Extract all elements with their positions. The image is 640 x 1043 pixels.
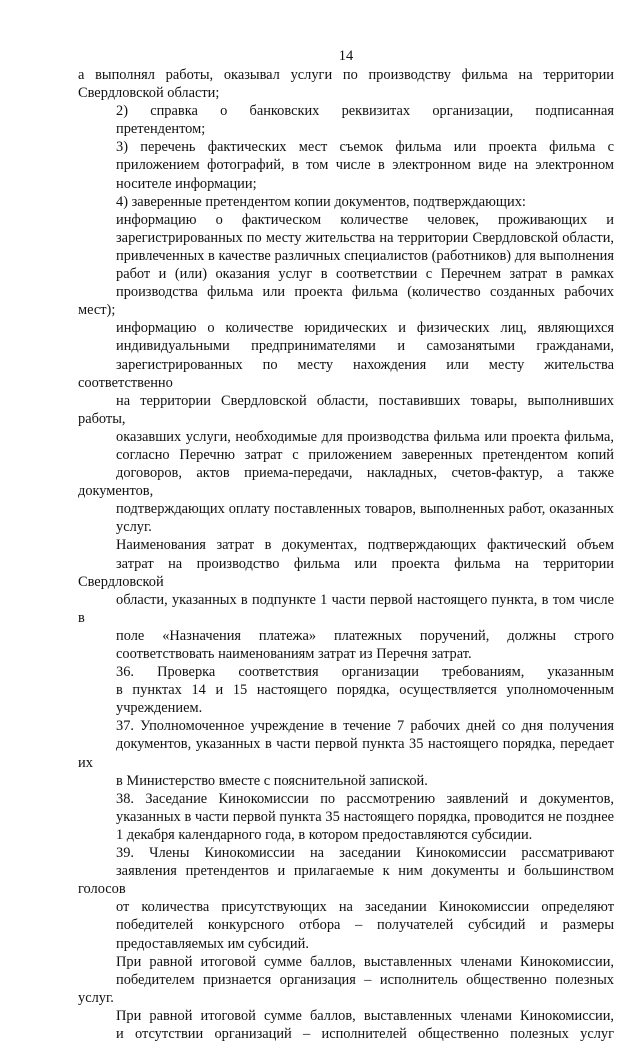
- paragraph: [78, 790, 614, 844]
- text-line: заявления претендентов и прилагаемые к ним документы и большинством голосов: [78, 863, 614, 898]
- paragraph: [78, 102, 614, 138]
- text-line: победителей конкурсного отбора – получателей субсидий и размеры: [116, 917, 614, 934]
- text-line: услуг.: [116, 519, 152, 536]
- text-line: победителем признается организация – исполнитель общественно полезных услуг.: [78, 971, 614, 1006]
- paragraph: [78, 211, 614, 320]
- text-line: 3) перечень фактических мест съемок фильма или проекта фильма с: [116, 139, 614, 156]
- text-line: информацию о фактическом количестве человек, проживающих и: [116, 211, 614, 228]
- paragraph: [78, 536, 614, 663]
- text-line: 37. Уполномоченное учреждение в течение 7 рабочих дней со дня получения: [116, 718, 614, 735]
- paragraph: [78, 844, 614, 953]
- text-line: а выполнял работы, оказывал услуги по производству фильма на территории: [78, 67, 614, 83]
- text-line: привлеченных в качестве различных специалистов (работников) для выполнения: [116, 247, 614, 264]
- text-line: При равной итоговой сумме баллов, выставленных членами Кинокомиссии,: [116, 953, 614, 970]
- text-line: указанных в части первой пункта 35 настоящего порядка, проводится не позднее: [116, 808, 614, 825]
- text-line: информацию о количестве юридических и физических лиц, являющихся: [116, 320, 614, 337]
- text-line: индивидуальными предпринимателями и самозанятыми гражданами,: [116, 338, 614, 355]
- paragraph: [78, 138, 614, 192]
- text-line: 2) справка о банковских реквизитах организации, подписанная: [116, 103, 614, 120]
- page-number: 14: [338, 48, 354, 64]
- paragraph: [78, 66, 614, 102]
- paragraph: [78, 1007, 614, 1043]
- text-line: работ и (или) оказания услуг в соответствии с Перечнем затрат в рамках: [116, 266, 614, 283]
- text-line: производства фильма или проекта фильма (количество созданных рабочих мест);: [78, 284, 614, 319]
- text-line: учреждением.: [116, 700, 203, 717]
- text-line: 36. Проверка соответствия организации требованиям, указанным: [116, 664, 614, 681]
- text-line: зарегистрированных по месту нахождения или месту жительства соответственно: [78, 356, 614, 391]
- text-line: Свердловской области;: [78, 85, 220, 102]
- text-line: и отсутствии организаций – исполнителей общественно полезных услуг: [116, 1025, 614, 1042]
- text-line: в пунктах 14 и 15 настоящего порядка, осуществляется уполномоченным: [116, 682, 614, 699]
- text-line: 38. Заседание Кинокомиссии по рассмотрению заявлений и документов,: [116, 790, 614, 807]
- text-line: на территории Свердловской области, поставивших товары, выполнивших работы,: [78, 392, 614, 427]
- text-line: претендентом;: [116, 121, 206, 138]
- paragraph: [78, 953, 614, 1007]
- text-line: 1 декабря календарного года, в котором предоставляются субсидии.: [116, 826, 533, 843]
- document-body: [78, 66, 614, 1043]
- text-line: области, указанных в подпункте 1 части первой настоящего пункта, в том числе в: [78, 591, 614, 626]
- text-line: согласно Перечню затрат с приложением заверенных претендентом копий: [116, 446, 614, 463]
- text-line: от количества присутствующих на заседании Кинокомиссии определяют: [116, 899, 614, 916]
- text-line: Наименования затрат в документах, подтверждающих фактический объем: [116, 537, 614, 554]
- text-line: зарегистрированных по месту жительства на территории Свердловской области,: [116, 229, 614, 246]
- text-line: 4) заверенные претендентом копии документов, подтверждающих:: [116, 193, 526, 210]
- text-line: затрат на производство фильма или проекта фильма на территории Свердловской: [78, 555, 614, 590]
- text-line: предоставляемых им субсидий.: [116, 935, 309, 952]
- text-line: носителе информации;: [116, 175, 257, 192]
- text-line: поле «Назначения платежа» платежных поручений, должны строго: [116, 627, 614, 644]
- paragraph: [78, 193, 614, 211]
- text-line: При равной итоговой сумме баллов, выставленных членами Кинокомиссии,: [116, 1007, 614, 1024]
- text-line: соответствовать наименованиям затрат из Перечня затрат.: [116, 646, 472, 662]
- paragraph: [78, 319, 614, 536]
- text-line: подтверждающих оплату поставленных товаров, выполненных работ, оказанных: [116, 501, 614, 518]
- paragraph: [78, 663, 614, 717]
- text-line: приложением фотографий, в том числе в электронном виде на электронном: [116, 157, 614, 174]
- text-line: договоров, актов приема-передачи, накладных, счетов-фактур, а также документов,: [78, 465, 614, 500]
- paragraph: [78, 717, 614, 789]
- text-line: 39. Члены Кинокомиссии на заседании Кинокомиссии рассматривают: [116, 845, 614, 862]
- text-line: документов, указанных в части первой пункта 35 настоящего порядка, передает их: [78, 736, 614, 771]
- text-line: оказавших услуги, необходимые для производства фильма или проекта фильма,: [116, 428, 614, 445]
- text-line: в Министерство вместе с пояснительной запиской.: [116, 772, 428, 789]
